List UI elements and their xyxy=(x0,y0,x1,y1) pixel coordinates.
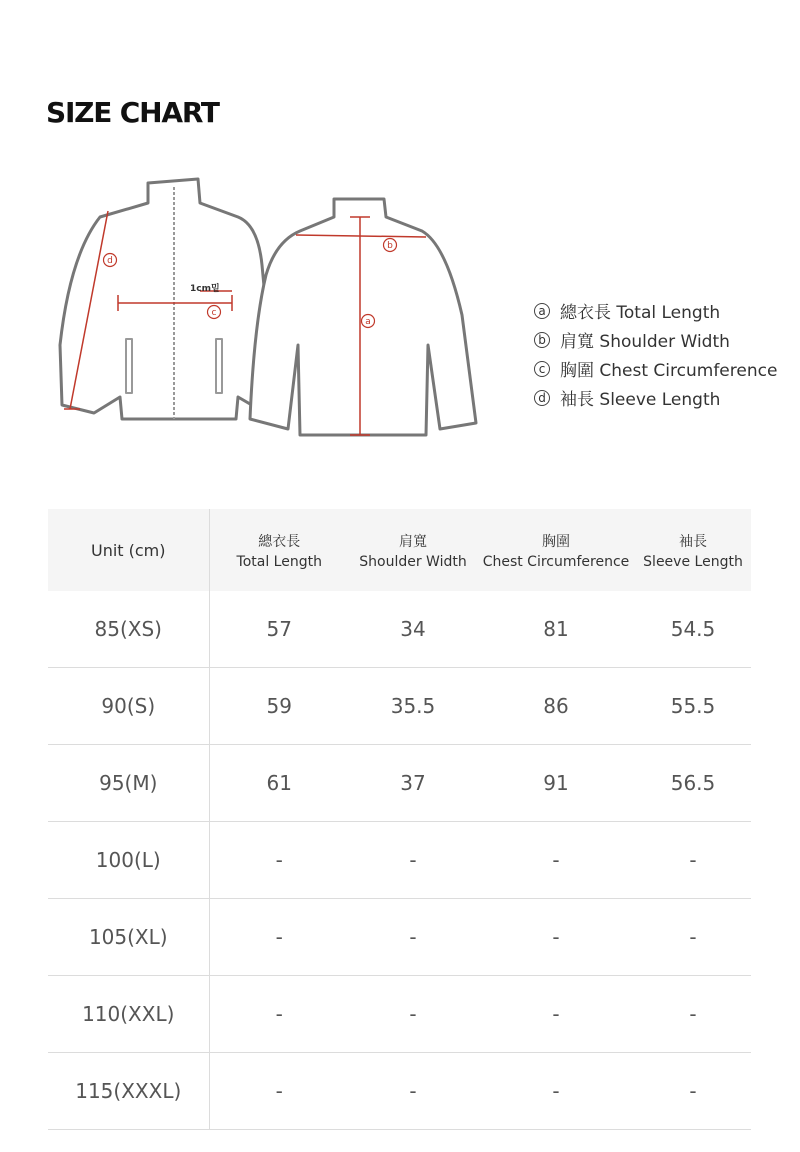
legend-item xyxy=(534,296,777,325)
legend-mark: d xyxy=(534,390,550,406)
column-header xyxy=(349,509,477,591)
value-cell: - xyxy=(349,976,477,1053)
column-header xyxy=(209,509,349,591)
value-cell: 55.5 xyxy=(635,668,751,745)
size-cell: 100(L) xyxy=(48,822,209,899)
table-row xyxy=(48,668,751,745)
mark-c-label: c xyxy=(211,308,217,319)
column-header-zh: 總衣長 xyxy=(258,533,301,550)
page-title: SIZE CHART xyxy=(46,96,219,129)
table-row xyxy=(48,745,751,822)
legend-label: 總衣長 Total Length xyxy=(560,303,721,323)
table-row xyxy=(48,976,751,1053)
value-cell: 86 xyxy=(477,668,635,745)
chest-note: 1cm밑 xyxy=(190,284,220,294)
column-header-zh: 肩寬 xyxy=(399,533,427,550)
value-cell: - xyxy=(349,1053,477,1130)
value-cell: - xyxy=(209,976,349,1053)
column-header-zh: 袖長 xyxy=(679,533,707,550)
legend-label: 胸圍 Chest Circumference xyxy=(560,361,778,381)
size-cell: 95(M) xyxy=(48,745,209,822)
column-header xyxy=(635,509,751,591)
jacket-diagram xyxy=(50,165,490,455)
column-header xyxy=(477,509,635,591)
unit-header: Unit (cm) xyxy=(48,509,209,591)
legend-item xyxy=(534,383,777,412)
value-cell: - xyxy=(209,899,349,976)
value-cell: - xyxy=(477,822,635,899)
table-header-row xyxy=(48,509,751,591)
value-cell: - xyxy=(209,822,349,899)
column-header-en: Sleeve Length xyxy=(643,553,743,570)
legend-mark: c xyxy=(534,361,550,377)
table-row xyxy=(48,591,751,668)
legend-label: 肩寬 Shoulder Width xyxy=(560,332,730,352)
value-cell: - xyxy=(635,899,751,976)
value-cell: - xyxy=(349,899,477,976)
column-header-en: Total Length xyxy=(236,553,322,570)
value-cell: 35.5 xyxy=(349,668,477,745)
value-cell: 61 xyxy=(209,745,349,822)
size-cell: 105(XL) xyxy=(48,899,209,976)
value-cell: - xyxy=(477,1053,635,1130)
measurement-legend xyxy=(534,296,777,412)
column-header-zh: 胸圍 xyxy=(542,533,570,550)
jacket-illustration xyxy=(50,165,490,455)
value-cell: - xyxy=(635,822,751,899)
value-cell: - xyxy=(635,1053,751,1130)
table-row xyxy=(48,822,751,899)
value-cell: 56.5 xyxy=(635,745,751,822)
mark-a-label: a xyxy=(365,317,371,328)
front-jacket-outline xyxy=(60,179,274,419)
size-table xyxy=(48,509,751,1130)
value-cell: 81 xyxy=(477,591,635,668)
legend-item xyxy=(534,325,777,354)
value-cell: - xyxy=(477,976,635,1053)
legend-mark: a xyxy=(534,303,550,319)
size-cell: 85(XS) xyxy=(48,591,209,668)
value-cell: - xyxy=(349,822,477,899)
column-header-en: Shoulder Width xyxy=(359,553,467,570)
value-cell: 59 xyxy=(209,668,349,745)
size-cell: 110(XXL) xyxy=(48,976,209,1053)
mark-b-label: b xyxy=(387,241,393,252)
legend-mark: b xyxy=(534,332,550,348)
value-cell: - xyxy=(209,1053,349,1130)
value-cell: - xyxy=(635,976,751,1053)
value-cell: - xyxy=(477,899,635,976)
table-row xyxy=(48,899,751,976)
mark-d-label: d xyxy=(107,256,113,267)
value-cell: 57 xyxy=(209,591,349,668)
size-cell: 90(S) xyxy=(48,668,209,745)
size-cell: 115(XXXL) xyxy=(48,1053,209,1130)
legend-item xyxy=(534,354,777,383)
value-cell: 34 xyxy=(349,591,477,668)
table-row xyxy=(48,1053,751,1130)
legend-label: 袖長 Sleeve Length xyxy=(560,390,721,410)
value-cell: 54.5 xyxy=(635,591,751,668)
column-header-en: Chest Circumference xyxy=(482,553,630,570)
value-cell: 91 xyxy=(477,745,635,822)
value-cell: 37 xyxy=(349,745,477,822)
